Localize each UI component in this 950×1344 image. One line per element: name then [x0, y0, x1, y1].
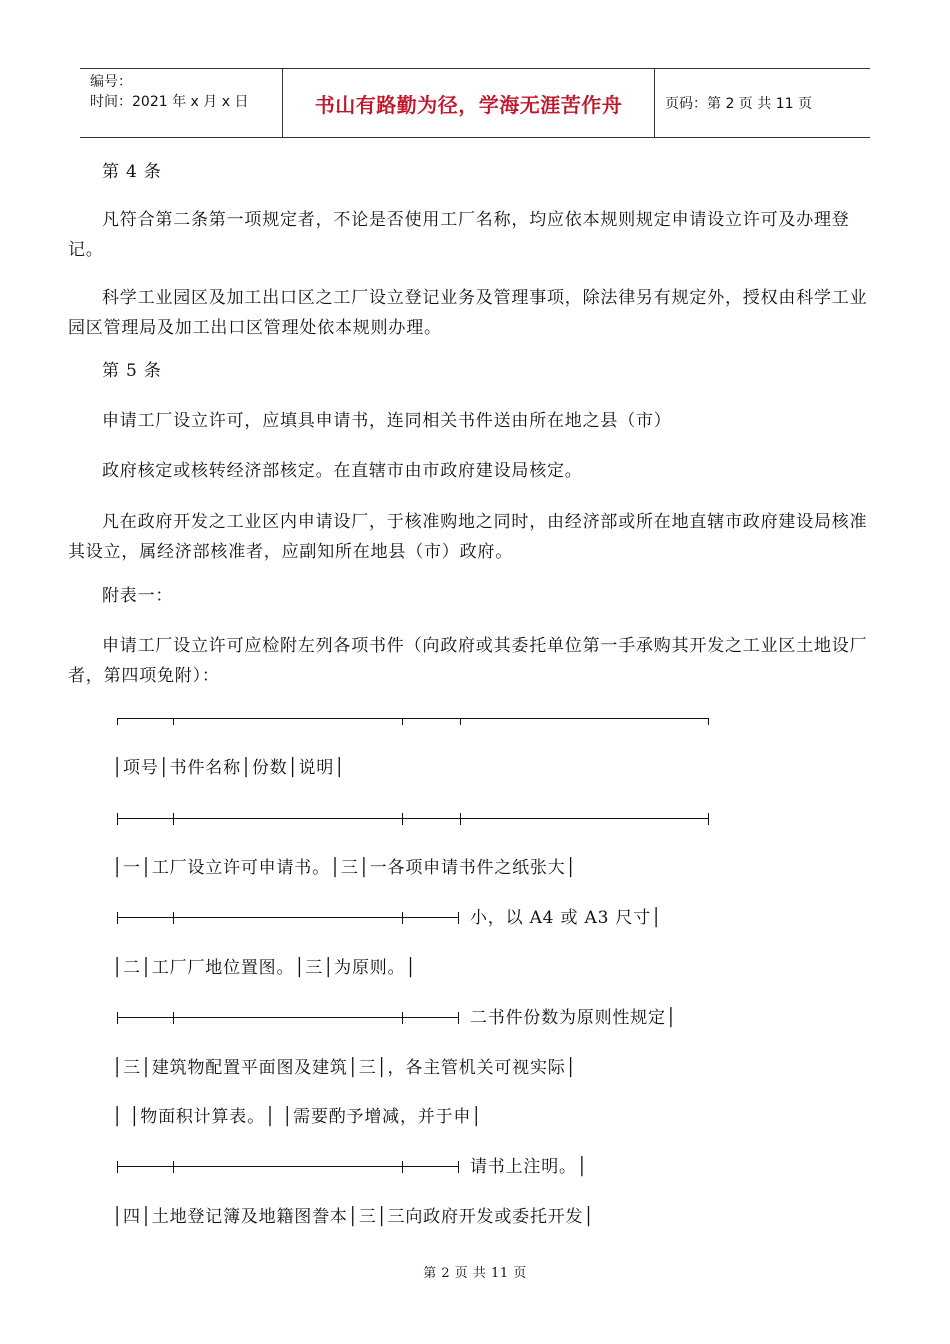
article-5-heading: 第 5 条	[102, 361, 162, 381]
paragraph-2: 科学工业园区及加工出口区之工厂设立登记业务及管理事项，除法律另有规定外，授权由科学工业园区管理局及加工出口区管理处依本规则办理。	[68, 288, 868, 338]
table-row-3-cont: │ │物面积计算表。│ │需要酌予增减，并于申│	[112, 1107, 483, 1127]
table-top-border	[117, 713, 709, 725]
number-label: 编号：	[90, 74, 132, 90]
table-row-1: │一│工厂设立许可申请书。│三│一各项申请书件之纸张大│	[112, 858, 577, 878]
header-meta	[80, 69, 283, 137]
paragraph-5: 凡在政府开发之工业区内申请设厂，于核准购地之同时，由经济部或所在地直辖市政府建设局核准其设立，属经济部核准者，应副知所在地县（市）政府。	[68, 512, 868, 562]
page-footer: 第 2 页 共 11 页	[423, 1266, 527, 1281]
header-page-cell	[655, 69, 870, 137]
table-divider	[117, 912, 459, 924]
table-row-header: │项号│书件名称│份数│说明│	[112, 758, 346, 778]
table-row-4: │四│土地登记簿及地籍图誊本│三│三向政府开发或委托开发│	[112, 1207, 595, 1227]
table-divider	[117, 1012, 459, 1024]
page-label: 页码：第 2 页 共 11 页	[665, 96, 812, 112]
table-row-2: │二│工厂厂地位置图。│三│为原则。│	[112, 958, 417, 978]
article-4-heading: 第 4 条	[102, 162, 162, 182]
table-row-3-end: 请书上注明。│	[470, 1157, 588, 1177]
appendix-label: 附表一：	[102, 586, 174, 606]
table-row-3: │三│建筑物配置平面图及建筑│三│，各主管机关可视实际│	[112, 1058, 577, 1078]
table-divider	[117, 813, 709, 825]
table-divider	[117, 1161, 459, 1173]
date-label: 时间：2021 年 x 月 x 日	[90, 94, 249, 110]
paragraph-6: 申请工厂设立许可应检附左列各项书件（向政府或其委托单位第一手承购其开发之工业区土地设厂者，第四项免附）：	[68, 636, 868, 686]
paragraph-4: 政府核定或核转经济部核定。在直辖市由市政府建设局核定。	[102, 461, 583, 481]
header-motto-cell	[283, 69, 655, 137]
paragraph-3: 申请工厂设立许可，应填具申请书，连同相关书件送由所在地之县（市）	[102, 411, 672, 431]
paragraph-1: 凡符合第二条第一项规定者，不论是否使用工厂名称，均应依本规则规定申请设立许可及办理登记。	[68, 210, 850, 260]
table-row-2-cont: 二书件份数为原则性规定│	[470, 1008, 677, 1028]
document-header	[80, 68, 870, 138]
table-row-1-cont: 小，以 A4 或 A3 尺寸│	[470, 908, 663, 928]
motto-text: 书山有路勤为径，学海无涯苦作舟	[314, 92, 623, 117]
